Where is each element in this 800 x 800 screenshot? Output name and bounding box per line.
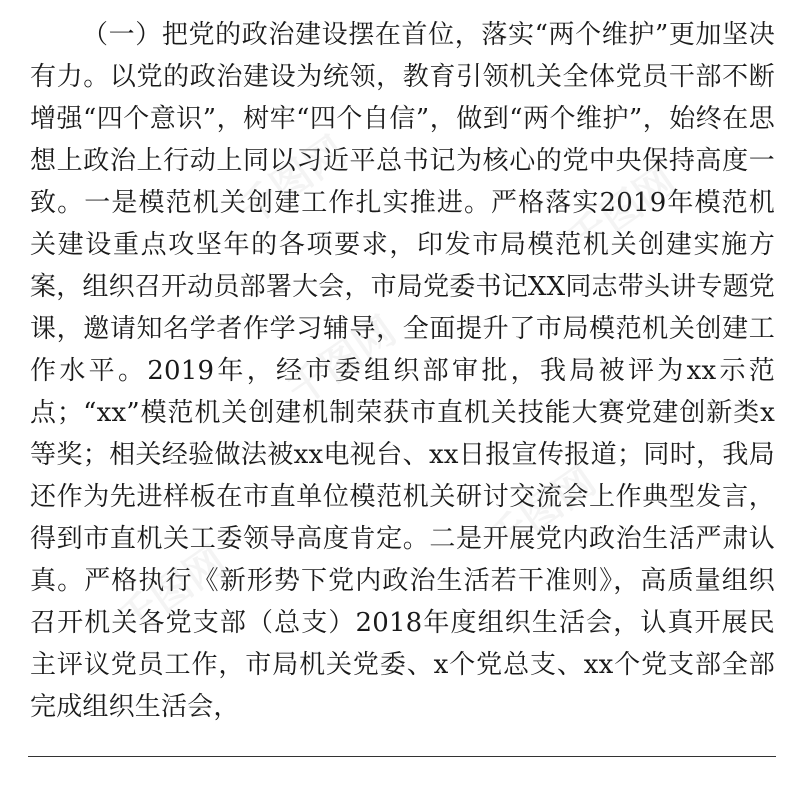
watermark: 千图网: [109, 538, 235, 645]
watermark: 千图网: [229, 128, 355, 235]
footer-divider: [28, 756, 776, 757]
body-paragraph: （一）把党的政治建设摆在首位，落实“两个维护”更加坚决有力。以党的政治建设为统领，教育引领机关全体党员干部不断增强“四个意识”，树牢“四个自信”，做到“两个维护”，始终在思想上政治上行动上同以习近平总书记为核心的党中央保持高度一致。一是模范机关创建工作扎实推进。严格落实2019年模范机关建设重点攻坚年的各项要求，印发市局模范机关创建实施方案，组织召开动员部署大会，市局党委书记XX同志带头讲专题党课，邀请知名学者作学习辅导，全面提升了市局模范机关创建工作水平。2019年，经市委组织部审批，我局被评为xx示范点；“xx”模范机关创建机制荣获市直机关技能大赛党建创新类x等奖；相关经验做法被xx电视台、xx日报宣传报道；同时，我局还作为先进样板在市直单位模范机关研讨交流会上作典型发言，得到市直机关工委领导高度肯定。二是开展党内政治生活严肃认真。严格执行《新形势下党内政治生活若干准则》，高质量组织召开机关各党支部（总支）2018年度组织生活会，认真开展民主评议党员工作，市局机关党委、x个党总支、xx个党支部全部完成组织生活会，: [30, 20, 775, 722]
watermark: 千图网: [479, 458, 605, 565]
watermark: 千图网: [559, 158, 685, 265]
watermark: 千图网: [279, 308, 405, 415]
